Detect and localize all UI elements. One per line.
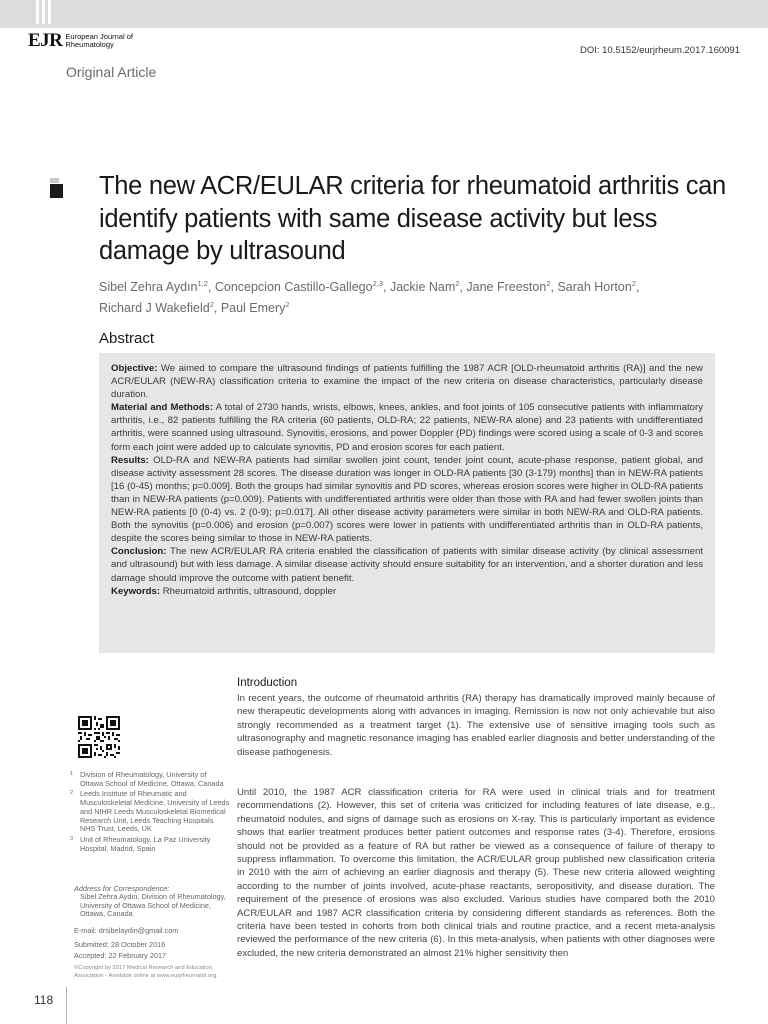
footer-divider <box>66 987 67 1024</box>
abstract-objective <box>111 362 703 401</box>
keywords-label: Keywords: <box>111 585 161 597</box>
affiliation-item <box>70 836 230 853</box>
article-type-label: Original Article <box>66 64 157 80</box>
methods-label: Material and Methods: <box>111 402 214 414</box>
objective-text: We aimed to compare the ultrasound findings of patients fulfilling the 1987 ACR [OLD-rheumatoid arthritis (RA)] and the new ACR/EULAR (NEW-RA) classification criteria to examine the impact of the new criteria on disease characteristics, particularly disease duration. <box>111 363 703 401</box>
objective-label: Objective: <box>111 363 158 374</box>
conclusion-label: Conclusion: <box>111 546 167 558</box>
correspondence-address: Sibel Zehra Aydın, Division of Rheumatology, University of Ottawa School of Medicine, Ottawa, Canada <box>80 892 226 919</box>
article-title: The new ACR/EULAR criteria for rheumatoid arthritis can identify patients with same disease activity but less damage by ultrasound <box>99 172 726 265</box>
abstract-keywords <box>111 585 703 598</box>
author-affiliation: 2 <box>546 279 551 288</box>
copyright-notice: ©Copyright by 2017 Medical Research and Education Association - Available online at www.eurjrheumatol.org. <box>74 965 218 979</box>
qr-code-icon[interactable] <box>78 716 120 758</box>
affiliations-list <box>70 771 230 855</box>
logo-line-2: Rheumatology <box>65 40 114 49</box>
affiliation-item <box>70 790 230 834</box>
results-label: Results: <box>111 454 149 466</box>
introduction-heading: Introduction <box>237 677 298 689</box>
doi-link[interactable]: DOI: 10.5152/eurjrheum.2017.160091 <box>579 45 740 56</box>
author-name: Sibel Zehra Aydın <box>99 280 198 295</box>
author-affiliation: 2,3 <box>372 279 384 288</box>
methods-text: A total of 2730 hands, wrists, elbows, knees, ankles, and foot joints of 105 consecutive patients with inflammatory arthritis, i.e., 82 patients fulfilling the RA criteria (60 patients, OLD-RA; 22 patients, NEW-RA alone) and 23 patients with undifferentiated arthritis, were scanned using ultrasound. Synovitis, erosions, and power Doppler (PD) findings were scored using a scale of 0-3 and scores form each joint were added up to calculate synovitis, PD and erosion scores for each patient. <box>111 402 704 453</box>
introduction-paragraph-2: Until 2010, the 1987 ACR classification criteria for RA were used in clinical trials and for treatment recommendations (2). However, this set of criteria was criticized for including features of late disease, e.g., rheumatoid nodules, and signs of damage such as erosions on X-ray. This is particularly important as evidence shows that earlier treatment produces better patient outcomes and response rates (3-4). Therefore, erosions should not be provided as a feature of RA but rather be viewed as a consequence of failure of therapy to suppress inflammation. To overcome this limitation, the ACR/EULAR group published new classification criteria in 2010 with the aim of achieving an earlier diagnosis and therapy (5). These new criteria allowed weighting according to the number of joints involved, acute-phase reactants, seropositivity, and disease duration. The requirement of the presence of erosions was also excluded. Various studies have compared both the 2010 ACR/EULAR and 1987 ACR classification criteria by considering different standards as references. Both the criteria have been tested in cohorts from both clinical trials and routine practice, and a recent meta-analysis reviewed the performance of the new criteria (6). In this meta-analysis, when patients with other diagnoses were excluded, the new criteria demonstrated an almost 21% higher sensitivity then <box>237 787 715 959</box>
abstract-box <box>99 353 715 653</box>
keywords-text: Rheumatoid arthritis, ultrasound, doppler <box>162 585 337 597</box>
header-decoration <box>34 0 52 24</box>
author <box>221 301 290 315</box>
author-name: Jackie Nam <box>389 280 456 295</box>
logo-text <box>65 33 133 49</box>
abstract-results <box>111 454 703 546</box>
affiliation-text: Division of Rheumatology, University of Ottawa School of Medicine, Ottawa, Canada <box>80 770 224 788</box>
author-affiliation: 2 <box>285 300 290 310</box>
correspondence-label: Address for Correspondence: <box>74 884 170 893</box>
introduction-paragraph-1: In recent years, the outcome of rheumatoid arthritis (RA) therapy has dramatically improved mainly because of new therapeutic developments along with advances in imaging. Remission is now not only achievable but also strongly recommended as a treatment target (1). The extensive use of sensitive imaging tools such as ultrasonography and magnetic resonance imaging has enabled earlier diagnosis and better understanding of the disease pathogenesis. <box>237 693 715 758</box>
author <box>99 280 208 294</box>
logo-mark: EJR <box>28 30 63 51</box>
author-name: Paul Emery <box>220 301 286 316</box>
abstract-conclusion <box>111 545 703 584</box>
abstract-methods <box>111 401 703 453</box>
author <box>215 280 383 294</box>
author-name: Richard J Wakefield <box>99 301 210 316</box>
author-name: Jane Freeston <box>466 280 547 295</box>
page-number: 118 <box>34 993 54 1007</box>
affiliation-number: 2 <box>70 790 74 797</box>
affiliation-number: 3 <box>70 835 74 842</box>
affiliation-item <box>70 771 230 788</box>
author-affiliation: 2 <box>209 300 214 310</box>
author <box>390 280 459 294</box>
author-affiliation: 2 <box>631 279 636 288</box>
results-text: OLD-RA and NEW-RA patients had similar swollen joint count, tender joint count, acute-phase response, patient global, and disease activity assessment 28 scores. The disease duration was longer in OLD-RA patients [30 (3-179) months] than in NEW-RA patients [16 (0-45) months; p=0.009]. Both the groups had similar synovitis and PD scores, whereas erosion scores were higher in OLD-RA patients than in NEW-RA patients (p=0.009). Patients with undifferentiated arthritis were older than those with RA and had fewer swollen joints than NEW-RA patients [0 (0-4) vs. 2 (0-9); p=0.017]. All other disease activity parameters were similar in both NEW-RA and OLD-RA patients. Both the synovitis (p=0.006) and erosion (p=0.007) scores were lower in patients with undifferentiated arthritis than in OLD-RA patients, despite the scores being similar to those in NEW-RA patients. <box>111 454 703 545</box>
author <box>466 280 550 294</box>
correspondence-email[interactable]: E-mail: drsibelaydin@gmail.com <box>74 926 179 935</box>
affiliation-text: Unit of Rheumatology, La Paz University Hospital, Madrid, Spain <box>80 834 211 853</box>
affiliation-number: 1 <box>70 771 74 777</box>
conclusion-text: The new ACR/EULAR RA criteria enabled the classification of patients with similar disease activity (by clinical assessment and ultrasound) but with less damage. A similar disease activity should ensure suitability for an intervention, and a shorter duration and less damage should improve the outcome with patient benefit. <box>111 546 703 584</box>
author-affiliation: 2 <box>455 279 460 288</box>
author-list: Sibel Zehra Aydın$^{1,2}$, Concepcion Castillo-Gallego$^{2,3}$, Jackie Nam$^2$, Jane Freeston$^2$, Sarah Horton$^2$, Richard J Wakefield$^2$, Paul Emery$^2$ <box>99 279 640 316</box>
affiliation-text: Leeds Institute of Rheumatic and Musculoskeletal Medicine, University of Leeds and NIHR Leeds Musculoskeletal Biomedical Research Unit, Leeds Teaching Hospitals NHS Trust, Leeds, UK <box>80 789 230 834</box>
author-name: Sarah Horton <box>557 280 632 295</box>
submitted-date: Submitted: 28 October 2016 <box>74 940 166 949</box>
author-name: Concepcion Castillo-Gallego <box>214 280 373 295</box>
accepted-date: Accepted: 22 February 2017 <box>74 951 167 960</box>
header-band <box>0 0 768 28</box>
author <box>557 280 636 294</box>
logo-line-1: European Journal of <box>65 32 133 41</box>
author-affiliation: 1,2 <box>197 279 208 288</box>
abstract-heading: Abstract <box>99 330 155 347</box>
author <box>99 301 214 315</box>
title-marker <box>50 178 70 198</box>
journal-logo <box>28 30 133 52</box>
